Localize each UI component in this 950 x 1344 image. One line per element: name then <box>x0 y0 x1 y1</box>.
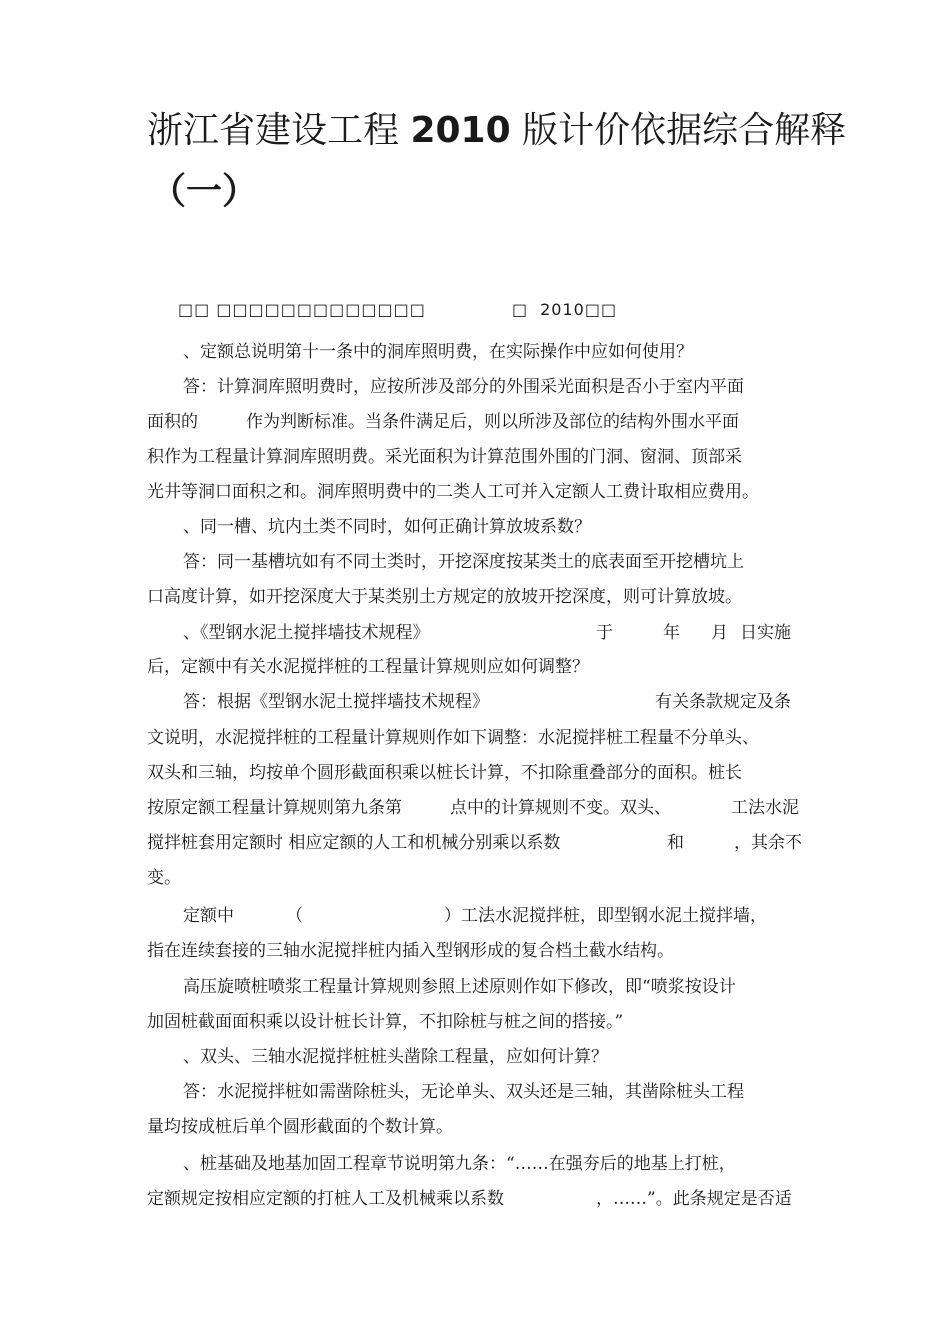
meta-date-tail: □□ <box>584 300 618 319</box>
answer-3-fragment: 和 <box>667 833 684 853</box>
answer-2-line: 答：同一基槽坑如有不同土类时，开挖深度按某类土的底表面至开挖槽坑上 <box>183 552 744 572</box>
question-4: 、双头、三轴水泥搅拌桩桩头凿除工程量，应如何计算？ <box>183 1047 608 1067</box>
question-3-fragment: 月 <box>711 623 728 643</box>
note-line: 加固桩截面面积乘以设计桩长计算，不扣除桩与桩之间的搭接。” <box>147 1012 624 1032</box>
answer-3-line: 答：根据《型钢水泥土搅拌墙技术规程》 <box>183 692 489 712</box>
answer-3-fragment: 工法水泥 <box>731 798 799 818</box>
meta-date-year: 2010 <box>540 300 585 319</box>
answer-2-line: 口高度计算，如开挖深度大于某类别土方规定的放坡开挖深度，则可计算放坡。 <box>147 587 742 607</box>
answer-3-fragment: 点中的计算规则不变。双头、 <box>450 798 671 818</box>
answer-3-fragment: ，其余不 <box>734 833 802 853</box>
answer-3-line: 双头和三轴，均按单个圆形截面积乘以桩长计算，不扣除重叠部分的面积。桩长 <box>147 763 742 783</box>
note-line: 指在连续套接的三轴水泥搅拌桩内插入型钢形成的复合档土截水结构。 <box>147 941 674 961</box>
question-3-fragment: 日实施 <box>740 623 791 643</box>
meta-date <box>512 298 617 322</box>
answer-3-line: 搅拌桩套用定额时 相应定额的人工和机械分别乘以系数 <box>147 833 561 853</box>
question-2: 、同一槽、坑内土类不同时，如何正确计算放坡系数？ <box>183 517 591 537</box>
question-3-fragment: 于 <box>596 623 613 643</box>
answer-1-fragment: 作为判断标准。当条件满足后，则以所涉及部位的结构外围水平面 <box>246 412 739 432</box>
document-title <box>147 106 846 156</box>
answer-1-line: 答：计算洞库照明费时，应按所涉及部分的外围采光面积是否小于室内平面 <box>183 377 744 397</box>
answer-3-line: 按原定额工程量计算规则第九条第 <box>147 798 402 818</box>
meta-issuer-text: □□ □□□□□□□□□□□□□ <box>178 300 426 319</box>
answer-1-line: 积作为工程量计算洞库照明费。采光面积为计算范围外围的门洞、窗洞、顶部采 <box>147 447 742 467</box>
question-1: 、定额总说明第十一条中的洞库照明费，在实际操作中应如何使用？ <box>183 342 693 362</box>
meta-issuer <box>178 298 426 322</box>
question-5-line: 、桩基础及地基加固工程章节说明第九条：“……在强夯后的地基上打桩， <box>183 1154 736 1174</box>
answer-3-line: 文说明，水泥搅拌桩的工程量计算规则作如下调整：水泥搅拌桩工程量不分单头、 <box>147 728 759 748</box>
answer-1-line: 光井等洞口面积之和。洞库照明费中的二类人工可并入定额人工费计取相应费用。 <box>147 482 759 502</box>
question-3-line: 后，定额中有关水泥搅拌桩的工程量计算规则应如何调整？ <box>147 657 589 677</box>
question-3-line: 、《型钢水泥土搅拌墙技术规程》 <box>183 623 430 643</box>
question-5-line: 定额规定按相应定额的打桩人工及机械乘以系数 <box>147 1189 504 1209</box>
answer-3-line: 变。 <box>147 868 181 888</box>
answer-1-fragment: 面积的 <box>147 412 198 432</box>
note-line: 定额中 <box>183 906 234 926</box>
question-5-fragment: ，……”。此条规定是否适 <box>596 1189 792 1209</box>
note-fragment: （ <box>286 906 303 926</box>
answer-4-line: 答：水泥搅拌桩如需凿除桩头，无论单头、双头还是三轴，其凿除桩头工程 <box>183 1082 744 1102</box>
note-fragment: ）工法水泥搅拌桩，即型钢水泥土搅拌墙， <box>444 906 767 926</box>
question-3-fragment: 年 <box>663 623 680 643</box>
meta-date-box: □ <box>512 300 529 319</box>
title-part2: 版计价依据综合解释 <box>510 110 847 151</box>
document-subtitle: （一） <box>150 170 259 212</box>
answer-4-line: 量均按成桩后单个圆形截面的个数计算。 <box>147 1117 453 1137</box>
answer-3-fragment: 有关条款规定及条 <box>655 692 791 712</box>
note-line: 高压旋喷桩喷浆工程量计算规则参照上述原则作如下修改，即“喷浆按设计 <box>183 977 736 997</box>
answer-1-line <box>147 410 739 434</box>
title-year: 2010 <box>410 110 511 151</box>
title-part1: 浙江省建设工程 <box>147 110 411 151</box>
